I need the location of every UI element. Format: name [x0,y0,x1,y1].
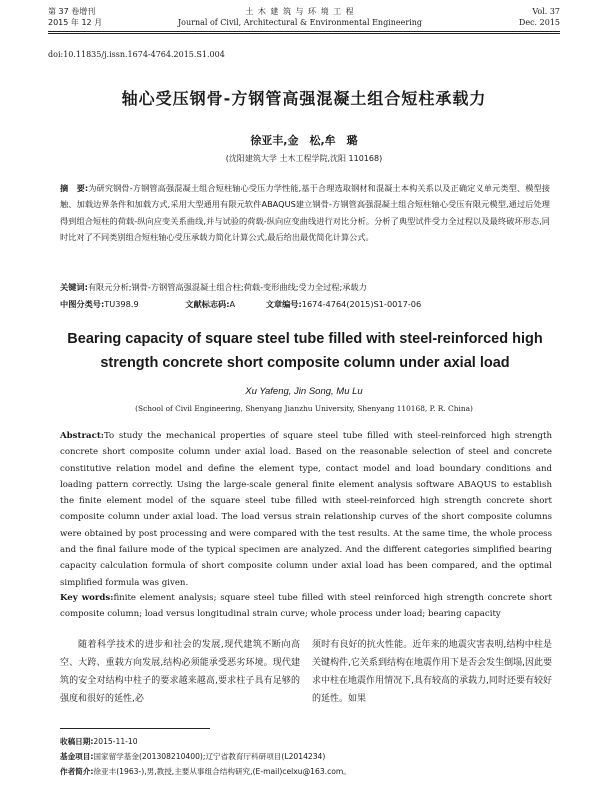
header-center [150,6,450,28]
footnotes [60,734,552,779]
authors-cn: 徐亚丰,金 松,牟 璐 [250,134,358,147]
received-label: 收稿日期: [60,737,94,746]
doc-code-value: A [229,299,236,309]
keywords-en-text: finite element analysis; square steel tube filled with steel reinforced high strength concrete short composite column; load versus longitudinal strain curve; whole process under load; bearing capacity [60,593,552,619]
keywords-cn-label: 关键词: [60,282,88,292]
fund-info [60,749,552,764]
abstract-cn [60,180,550,246]
classification-line [60,298,550,310]
footnote-rule [60,728,210,729]
clc-value: TU398.9 [104,299,139,309]
article-no-value: 1674-4764(2015)S1-0017-06 [301,299,422,309]
issue-date: 2015 年 12 月 [48,18,103,27]
affiliation-cn: (沈阳建筑大学 土木工程学院,沈阳 110168) [225,154,383,163]
authors-en: Xu Yafeng, Jin Song, Mu Lu [245,386,363,397]
body-column-right: 须时有良好的抗火性能。近年来的地震灾害表明,结构中柱是关键构件,它关系到结构在地震作用下是否会发生倒塌,因此要求中柱在地震作用情况下,具有较高的承载力,同时还要有较好的延性。如果 [312,640,552,704]
fund-value: 国家留学基金(201308210400);辽宁省教育厅科研项目(L2014234) [93,752,326,761]
doi: doi:10.11835/j.issn.1674-4764.2015.S1.004 [48,50,225,59]
header-rule [48,31,560,32]
author-bio-label: 作者简介: [60,767,94,776]
journal-title-en: Journal of Civil, Architectural & Environmental Engineering [177,18,423,27]
volume-issue: 第 37 卷增刊 [48,7,96,16]
keywords-en-label: Key words: [60,593,114,603]
clc-label: 中图分类号: [60,299,105,309]
title-cn: 轴心受压钢骨-方钢管高强混凝土组合短柱承载力 [121,89,487,108]
abstract-en-label: Abstract: [60,431,104,441]
abstract-en [60,428,552,591]
header-left [48,6,102,28]
article-no-label: 文章编号: [265,299,302,309]
keywords-cn-text: 有限元分析;钢骨-方钢管高强混凝土组合柱;荷载-变形曲线;受力全过程;承载力 [87,282,367,292]
journal-volume: Vol. 37 [532,7,560,16]
received-value: 2015-11-10 [93,737,138,746]
title-en: Bearing capacity of square steel tube filled with steel-reinforced high strength concrete short composite column under axial load [67,331,543,371]
abstract-cn-text: 为研究钢骨-方钢管高强混凝土组合短柱轴心受压力学性能,基于合理选取钢材和混凝土本构关系以及正确定义单元类型、模型接触、加载边界条件和加载方式,采用大型通用有限元软件ABAQUS建立钢骨-方钢管高强混凝土组合短柱轴心受压有限元模型,通过后处理得到组合短柱的荷载-纵向应变关系曲线,并与试验的荷载-纵向应变曲线进行对比分析。分析了典型试件受力全过程以及最终破坏形态,同时比对了不同类别组合短柱轴心受压承载力简化计算公式,最后给出最优简化计算公式。 [60,183,550,243]
fund-label: 基金项目: [60,752,94,761]
doc-code-label: 文献标志码: [185,299,230,309]
header-right [480,6,560,28]
received-date [60,734,552,749]
author-bio [60,764,552,779]
body-column-left: 随着科学技术的进步和社会的发展,现代建筑不断向高空、大跨、重载方向发展,结构必须能承受恶劣环境。现代建筑的安全对结构中柱子的要求越来越高,要求柱子具有足够的强度和很好的延性,必 [60,640,300,704]
keywords-en [60,590,552,622]
affiliation-en: (School of Civil Engineering, Shenyang Jianzhu University, Shenyang 110168, P. R. China) [135,404,473,413]
abstract-en-text: To study the mechanical properties of square steel tube filled with steel-reinforced high strength concrete short composite column under axial load. Based on the reasonable selection of steel and concrete constitutive relation model and define the element type, contact model and load boundary conditions and loading pattern correctly. Using the large-scale general finite element analysis software ABAQUS to establish the finite element model of the square steel tube filled with steel-reinforced high strength concrete short composite column under axial load. The load versus strain relationship curves of the short composite columns were obtained by post processing and were compared with the test results. At the same time, the whole process and the final failure mode of the typical specimen are analyzed. And the different categories simplified bearing capacity calculation formula of short composite column under axial load has been compared, and the optimal simplified formula was given. [60,431,552,588]
author-bio-value: 徐亚丰(1963-),男,教授,主要从事组合结构研究,(E-mail)celxu@163.com。 [93,767,351,776]
journal-date: Dec. 2015 [518,18,560,27]
abstract-cn-label: 摘 要: [60,183,89,193]
header-rule-thin [48,33,560,34]
keywords-cn [60,281,550,293]
journal-title-cn: 土 木 建 筑 与 环 境 工 程 [245,7,355,16]
